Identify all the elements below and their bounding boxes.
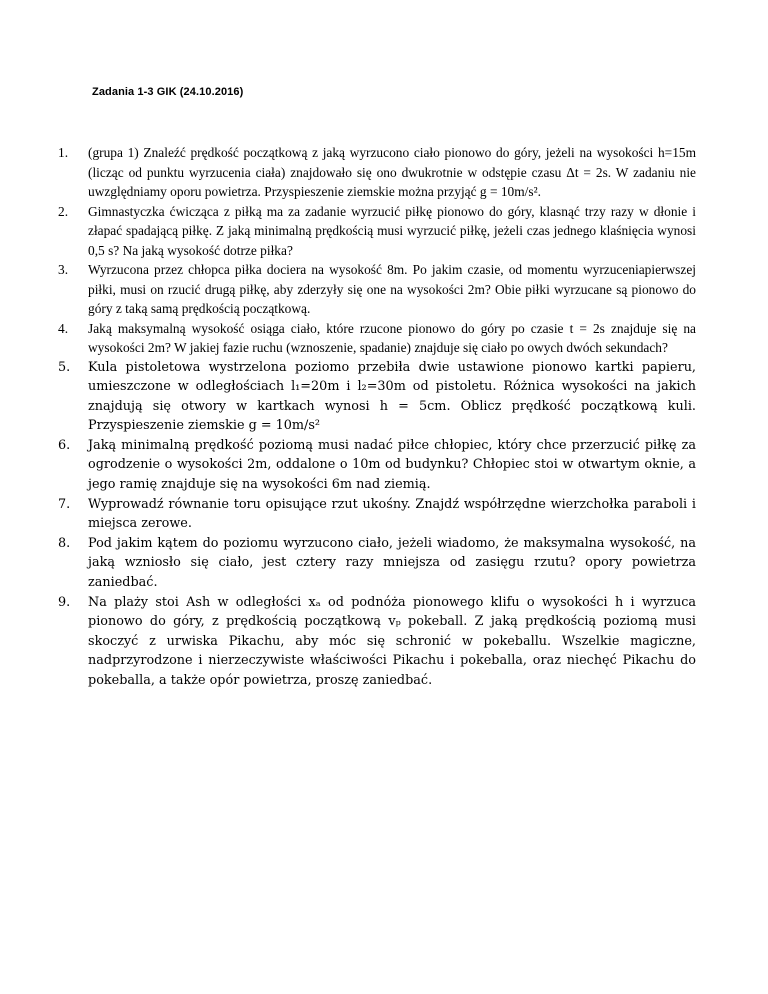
task-text: Jaką minimalną prędkość poziomą musi nadać piłce chłopiec, który chce przerzucić piłkę za ogrodzenie o wysokości 2m, oddalone o 10m od budynku? Chłopiec stoi w otwartym oknie, a jego ramię znajduje się na wysokości 6m nad ziemią.: [88, 437, 696, 493]
task-text: Na plaży stoi Ash w odległości xₐ od podnóża pionowego klifu o wysokości h i wyrzuca pionowo do góry, z prędkością początkową vₚ pokeball. Z jaką prędkością poziomą musi skoczyć z urwiska Pikachu, aby móc się schronić w pokeballu. Wszelkie magiczne, nadprzyrodzone i nierzeczywiste właściwości Pikachu i pokeballa, oraz niechęć Pikachu do pokeballa, a także opór powietrza, proszę zaniedbać.: [88, 594, 696, 688]
task-number: 9.: [58, 594, 71, 610]
task-text: Jaką maksymalną wysokość osiąga ciało, które rzucone pionowo do góry po czasie t = 2s znajduje się na wysokości 2m? W jakiej fazie ruchu (wznoszenie, spadanie) znajduje się ciało po owych dwóch sekundach?: [88, 320, 696, 355]
task-item: [58, 358, 696, 436]
task-number: 1.: [58, 145, 69, 160]
task-item: [58, 593, 696, 691]
task-number: 7.: [58, 496, 71, 512]
task-text: Gimnastyczka ćwicząca z piłką ma za zadanie wyrzucić piłkę pionowo do góry, klasnąć trzy razy w dłonie i złapać spadającą piłkę. Z jaką minimalną prędkością musi wyrzucić piłkę, jeżeli czas jednego klaśnięcia wynosi 0,5 s? Na jaką wysokość dotrze piłka?: [88, 203, 696, 258]
task-text: Pod jakim kątem do poziomu wyrzucono ciało, jeżeli wiadomo, że maksymalna wysokość, na jaką wzniosło się ciało, jest cztery razy mniejsza od zasięgu rzutu? opory powietrza zaniedbać.: [88, 535, 696, 591]
task-item: [58, 436, 696, 495]
task-number: 6.: [58, 437, 71, 453]
task-item: [58, 143, 696, 202]
task-number: 8.: [58, 535, 71, 551]
task-item: [58, 202, 696, 261]
document-title: Zadania 1-3 GIK (24.10.2016): [92, 86, 244, 98]
task-number: 4.: [58, 320, 69, 336]
task-item: [58, 319, 696, 358]
task-item: [58, 534, 696, 593]
task-item: [58, 260, 696, 319]
task-list: [58, 143, 696, 691]
task-number: 5.: [58, 359, 71, 375]
task-text: Kula pistoletowa wystrzelona poziomo przebiła dwie ustawione pionowo kartki papieru, umieszczone w odległościach l₁=20m i l₂=30m od pistoletu. Różnica wysokości na jakich znajdują się otwory w kartkach wynosi h = 5cm. Oblicz prędkość początkową kuli. Przyspieszenie ziemskie g = 10m/s²: [88, 359, 696, 434]
task-number: 3.: [58, 262, 69, 277]
task-text: Wyprowadź równanie toru opisujące rzut ukośny. Znajdź współrzędne wierzchołka paraboli i miejsca zerowe.: [88, 496, 696, 532]
task-number: 2.: [58, 203, 69, 219]
task-text: (grupa 1) Znaleźć prędkość początkową z jaką wyrzucono ciało pionowo do góry, jeżeli na wysokości h=15m (licząc od punktu wyrzucenia ciała) znajdowało się ono dwukrotnie w odstępie czasu Δt = 2s. W zadaniu nie uwzględniamy oporu powietrza. Przyspieszenie ziemskie można przyjąć g = 10m/s².: [88, 145, 696, 199]
task-item: [58, 495, 696, 534]
task-text: Wyrzucona przez chłopca piłka dociera na wysokość 8m. Po jakim czasie, od momentu wyrzuceniapierwszej piłki, musi on rzucić drugą piłkę, aby zderzyły się one na wysokości 2m? Obie piłki wyrzucane są pionowo do góry z taką samą prędkością początkową.: [88, 262, 696, 316]
